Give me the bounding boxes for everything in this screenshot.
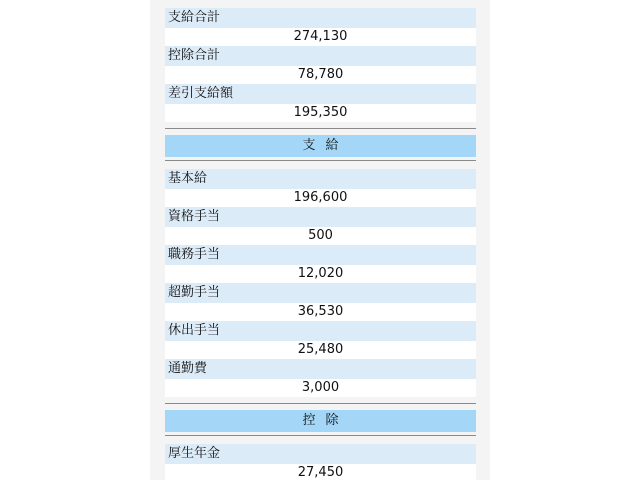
summary-label-total-deduction: 控除合計 — [165, 46, 476, 66]
summary-label-total-payment: 支給合計 — [165, 8, 476, 28]
section-header-deductions: 控除 — [165, 410, 476, 432]
payment-label-position-allowance: 職務手当 — [165, 245, 476, 265]
deduction-value-welfare-pension: 27,450 — [165, 464, 476, 480]
summary-value-net-pay: 195,350 — [165, 104, 476, 122]
payment-value-overtime-allowance: 36,530 — [165, 303, 476, 321]
payment-value-basic-salary: 196,600 — [165, 189, 476, 207]
summary-label-net-pay: 差引支給額 — [165, 84, 476, 104]
payment-label-holiday-work-allowance: 休出手当 — [165, 321, 476, 341]
deduction-label-welfare-pension: 厚生年金 — [165, 444, 476, 464]
payment-label-basic-salary: 基本給 — [165, 169, 476, 189]
payslip-rows — [165, 0, 476, 480]
payment-label-commuting-expense: 通勤費 — [165, 359, 476, 379]
payment-label-qualification-allowance: 資格手当 — [165, 207, 476, 227]
payment-label-overtime-allowance: 超勤手当 — [165, 283, 476, 303]
payment-value-position-allowance: 12,020 — [165, 265, 476, 283]
payment-value-holiday-work-allowance: 25,480 — [165, 341, 476, 359]
payment-value-commuting-expense: 3,000 — [165, 379, 476, 397]
summary-value-total-deduction: 78,780 — [165, 66, 476, 84]
payslip-panel — [150, 0, 490, 480]
summary-value-total-payment: 274,130 — [165, 28, 476, 46]
payment-value-qualification-allowance: 500 — [165, 227, 476, 245]
section-header-payments: 支給 — [165, 135, 476, 157]
